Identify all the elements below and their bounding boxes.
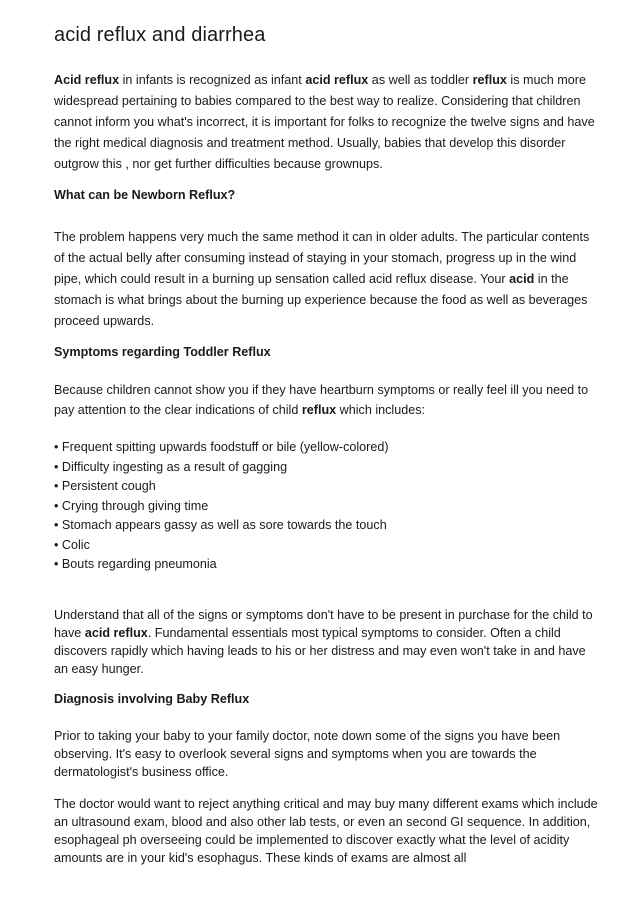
paragraph-understand [54, 606, 599, 678]
text-run: is much more widespread pertaining to babies compared to the best way to realize. Considering that children cannot inform you what's incorrect, it is important for folks to recognize the twelve signs and have the right medical diagnosis and treatment method. Usually, babies that develop this disorder outgrow this , nor get further difficulties because grownups. [54, 73, 595, 171]
text-run: in infants is recognized as infant [119, 73, 306, 87]
bold-keyword: reflux [472, 73, 507, 87]
text-run: which includes: [336, 402, 426, 417]
text-run: Understand that all of the signs or symptoms don't have to be present in purchase for the child to have [54, 608, 593, 640]
text-run: in the stomach is what brings about the burning up experience because the food as well as beverages proceed upwards. [54, 272, 588, 328]
paragraph-prior [54, 727, 599, 781]
bold-keyword: acid reflux [305, 73, 369, 87]
paragraph-children [54, 381, 599, 420]
paragraph-doctor [54, 795, 599, 867]
heading-newborn-reflux: What can be Newborn Reflux? [54, 188, 236, 202]
heading-symptoms: Symptoms regarding Toddler Reflux [54, 345, 271, 359]
bold-keyword: acid reflux [84, 626, 148, 640]
paragraph-problem [54, 227, 599, 332]
page-title: acid reflux and diarrhea [54, 24, 266, 46]
list-item: • Difficulty ingesting as a result of gagging [54, 459, 288, 474]
list-item: • Stomach appears gassy as well as sore towards the touch [54, 518, 387, 532]
list-item: • Bouts regarding pneumonia [54, 557, 217, 571]
paragraph-intro [54, 70, 599, 175]
text-run: Because children cannot show you if they have heartburn symptoms or really feel ill you need to pay attention to the clear indications of child [54, 383, 589, 417]
heading-diagnosis: Diagnosis involving Baby Reflux [54, 692, 250, 706]
text-run: The problem happens very much the same method it can in older adults. The particular contents of the actual belly after consuming instead of staying in your stomach, progress up in the wind pipe, which could result in a burning up sensation called acid reflux disease. Your [54, 230, 590, 286]
bold-keyword: reflux [301, 402, 337, 417]
bold-keyword: Acid reflux [54, 73, 120, 87]
text-run: as well as toddler [368, 73, 473, 87]
bold-keyword: acid [509, 272, 535, 286]
list-item: • Frequent spitting upwards foodstuff or bile (yellow-colored) [54, 440, 389, 454]
text-run: The doctor would want to reject anything critical and may buy many different exams which include an ultrasound exam, blood and also other lab tests, or even an second GI sequence. In addition, esophageal ph overseeing could be implemented to discover exactly what the level of acidity amounts are in your kid's esophagus. These kinds of exams are almost all [54, 797, 598, 865]
list-item: • Persistent cough [54, 479, 156, 493]
text-run: . Fundamental essentials most typical symptoms to consider. Often a child discovers rapidly which having leads to his or her distress and may even won't take in and have an easy hunger. [54, 626, 586, 676]
list-item: • Colic [54, 537, 90, 552]
list-item: • Crying through giving time [54, 498, 209, 513]
text-run: Prior to taking your baby to your family doctor, note down some of the signs you have been observing. It's easy to overlook several signs and symptoms when you are towards the dermatologist's business office. [54, 729, 561, 779]
symptom-list [54, 438, 389, 575]
